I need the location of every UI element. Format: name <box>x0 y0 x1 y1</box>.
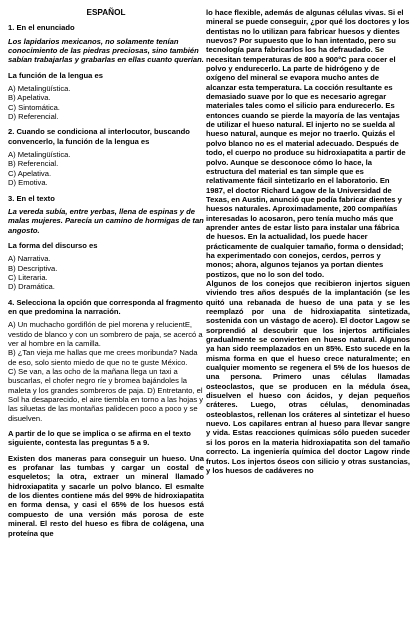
option-1a: A) Metalingüística. <box>8 84 71 94</box>
option-2d: D) Emotiva. <box>8 178 48 188</box>
question-3-heading: 3. En el texto <box>8 193 55 203</box>
question-1-quote: Los lapidarios mexicanos, no solamente tenían conocimiento de las piedras preciosas, sino también sabían trabajarlas y grabarlas en ellas cuanto querían. <box>8 36 204 65</box>
reading-passage-left: Existen dos maneras para conseguir un hueso. Una es profanar las tumbas y cargar un costal de esqueletos; la otra, extraer un mineral llamado hidroxiapatita y sacarle un polvo blanco. El esmalte de los dientes contiene más del 99% de hidroxiapatita en forma densa, y casi el 65% de los huesos está compuesto de una versión más porosa de este mineral. El resto del hueso es fibra de colágena, una proteína que <box>8 453 204 538</box>
question-1-prompt: La función de la lengua es <box>8 70 103 80</box>
question-1-heading: 1. En el enunciado <box>8 23 75 33</box>
option-2a: A) Metalingüística. <box>8 150 71 160</box>
option-4a: A) Un muchacho gordiflón de piel morena y relucientE, vestido de blanco y con un sombrero de paja, se acercó a ver al hombre en la camilla. <box>8 320 203 348</box>
option-3b: B) Descriptiva. <box>8 263 58 273</box>
option-1b: B) Apelativa. <box>8 93 51 103</box>
page-title: ESPAÑOL <box>86 8 126 17</box>
question-2-heading: 2. Cuando se condiciona al interlocutor, buscando convencerlo, la función de la lengua es <box>8 127 190 146</box>
option-2b: B) Referencial. <box>8 159 59 169</box>
question-3-prompt: La forma del discurso es <box>8 240 98 250</box>
question-1-options <box>8 84 204 121</box>
right-column <box>206 8 410 475</box>
question-3-options <box>8 254 204 291</box>
option-1c: C) Sintomática. <box>8 102 60 112</box>
reading-passage-right-1: lo hace flexible, además de algunas células vivas. Si el mineral se puede conseguir, ¿por qué los doctores y los dentistas no lo utilizan para fabricar huesos y dientes nuevos? Por supuesto que lo han intentado, pero su tecnología para fabricarlos los ha defraudado. Se necesitan temperaturas de 800 a 900°C para cocer el polvo y endurecerlo. La parte de hidrógeno y de oxígeno del mineral se evapora mucho antes de alcanzar esta temperatura. La cocción resultante es demasiado suave por lo que es necesario agregar materiales tales como el silicio para endurecerlo. Es entonces cuando se pierde la mayoría de las ventajas de utilizar el hueso natural. El injerto no se suelda al hueso natural, aunque es mejor no traerlo. Quizás el polvo blanco no es el material adecuado. Después de todo, el cuerpo no produce su hidroxiapatita a partir de polvo. Aunque se desconoce cómo lo hace, la estructura del material es tan simple que es relativamente fácil sintetizarlo en el laboratorio. En 1987, el doctor Richard Lagow de la Universidad de Texas, en Austin, anunció que podía fabricar dientes y huesos naturales. Aproximadamente, 200 compañías interesadas lo acosaron, pero tenía mucho más que aprender antes de estar listo para instalar una fábrica de huesos. En la actualidad, los puede hacer prácticamente de cualquier tamaño, forma o densidad; ha experimentado con conejos, cerdos, perros y monos; ahora, algunos tejanos ya portan dientes postizos, que no lo son del todo. <box>206 8 410 279</box>
option-3d: D) Dramática. <box>8 282 55 292</box>
option-3a: A) Narrativa. <box>8 254 51 264</box>
option-1d: D) Referencial. <box>8 112 59 122</box>
question-4-options <box>8 320 204 423</box>
question-4-heading: 4. Selecciona la opción que corresponda al fragmento en que predomina la narración. <box>8 297 203 316</box>
option-4c-d: C) Se van, a las ocho de la mañana llega un taxi a buscarlas, el chofer negro ríe y bromea bajándoles la maleta y los grandes sombreros de paja. D) Entretanto, el Sol ha desaparecido, el aire tiembla en torno a las hojas y las siluetas de las montañas palidecen poco a poco y se disuelven. <box>8 367 204 423</box>
option-2c: C) Apelativa. <box>8 168 52 178</box>
reading-passage-right-2: Algunos de los conejos que recibieron injertos siguen viviendo tres años después de la implantación (se les quitó una rebanada de hueso de una pata y se les reemplazó por una de hidroxiapatita sintetizada, sostenida con un vástago de acero). El doctor Lagow se sorprendió al descubrir que los injertos artificiales gradualmente se convierten en hueso natural. Algunos ya han sido reemplazados en un 85%. Esto sucede en la misma forma en que el hueso crece naturalmente; en cualquier momento se regenera el 5% de los huesos de una persona. Primero unas células llamadas osteoclastos, que se producen en la médula ósea, disuelven el hueso con ácidos, y dejan pequeños cráteres. Luego, otras células, denominadas osteoblastos, rellenan los cráteres al sintetizar el hueso nuevo. Los capilares entran al hueso para llevar sangre y vida. Estas reacciones químicas sólo pueden suceder si los poros en la materia hidroxiapatita son del tamaño correcto. La ingeniería química del doctor Lagow rinde frutos. Los injertos óseos con silicio y otras sustancias, y los huesos de cadáveres no <box>206 278 410 475</box>
option-4b: B) ¿Tan vieja me hallas que me crees moribunda? Nada de eso, solo siento miedo de que no te guste México. <box>8 348 198 367</box>
question-3-quote: La vereda subía, entre yerbas, llena de espinas y de malas mujeres. Parecía un camino de hormigas de tan angosto. <box>8 206 204 235</box>
question-2-options <box>8 150 204 187</box>
instructions: A partir de lo que se implica o se afirma en el texto siguiente, contesta las preguntas 5 a 9. <box>8 429 191 448</box>
option-3c: C) Literaria. <box>8 272 48 282</box>
left-column <box>8 8 204 538</box>
